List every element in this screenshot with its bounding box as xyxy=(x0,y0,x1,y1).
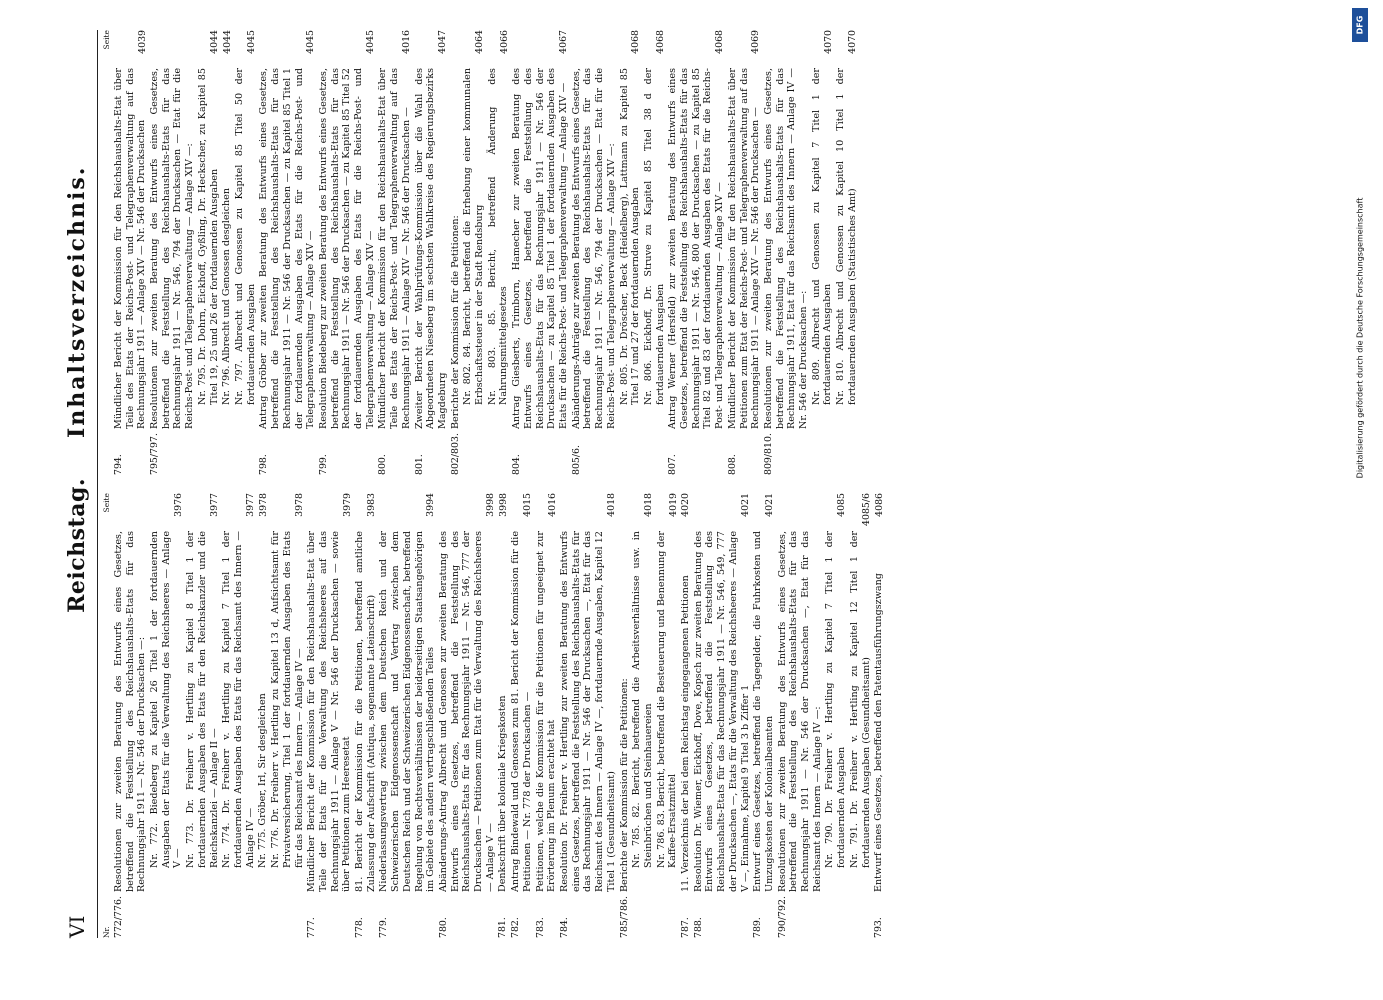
entry-page: 4044 xyxy=(221,30,233,54)
entry-page: 4068 xyxy=(654,30,666,54)
entry-page: 4085 xyxy=(836,493,848,517)
entry-number: 784. xyxy=(558,917,570,938)
toc-entry xyxy=(777,493,824,938)
entry-text: Nr. 775. Gröber, Irl, Sir desgleichen xyxy=(257,693,269,868)
entry-page: 4067 xyxy=(558,30,570,54)
entry-text: Resolution Biedeberg zur zweiten Beratung des Entwurfs eines Gesetzes, betreffend die Feststellung des Reichshaushalts-Etats für das Rechnungsjahr 1911 — Nr. 546 der Drucksachen — zu Kapitel 85 Titel 52 der fortdauernden Ausgaben des Etats für die Reichs-Post- und Telegraphenverwaltung — Anlage XIV — xyxy=(317,68,376,429)
entry-page: 4021 xyxy=(739,493,751,517)
toc-entry xyxy=(693,493,752,938)
entry-text: Antrag Giesberts, Trimborn, Hamecher zur zweiten Beratung des Entwurfs eines Gesetzes, betreffend die Feststellung des Reichshaushalts-Etats für das Rechnungsjahr 1911 — Nr. 546 der Drucksachen — zu Kapitel 85 Titel 1 der fortdauernden Ausgaben des Etats für die Reichs-Post- und Telegraphenverwaltung — Anlage XIV — xyxy=(511,68,569,429)
sub-entry xyxy=(835,30,858,475)
sub-entry xyxy=(487,30,510,475)
toc-entry xyxy=(450,30,462,475)
entry-text: Nr. 806. Eickhoff, Dr. Struve zu Kapitel 85 Titel 38 d der fortdauernden Ausgaben xyxy=(642,68,666,405)
toc-entry xyxy=(559,493,618,938)
entry-number: 778. xyxy=(354,917,366,938)
sub-entry xyxy=(221,30,233,475)
right-column-head xyxy=(102,30,111,475)
entry-text: Antrag Gröber zur zweiten Beratung des Entwurfs eines Gesetzes, betreffend die Feststellung des Reichshaushalts-Etats für das Rechnungsjahr 1911 — Nr. 546 der Drucksachen — zu Kapitel 85 Titel 1 der fortdauernden Ausgaben des Etats für die Reichs-Post- und Telegraphenverwaltung — Anlage XIV — xyxy=(258,68,317,429)
right-column xyxy=(102,30,886,475)
sub-entry xyxy=(149,493,184,938)
entry-number: 801. xyxy=(413,454,425,475)
entry-text: Nr. 791. Dr. Freiherr v. Hertling zu Kapitel 12 Titel 1 der fortdauernden Ausgaben (Gesundheitsamt) xyxy=(848,531,872,868)
sub-entry xyxy=(234,30,257,475)
entry-page: 4039 xyxy=(136,30,148,54)
toc-entry xyxy=(511,30,570,475)
entry-page: 4068 xyxy=(630,30,642,54)
entry-page: 3998 xyxy=(497,493,509,517)
entry-number: 795/797. xyxy=(149,433,161,475)
entry-page: 4064 xyxy=(474,30,486,54)
entry-number: 779. xyxy=(378,917,390,938)
entry-text: Abänderungs-Antrag Albrecht und Genossen zur zweiten Beratung des Entwurfs eines Gesetzes, betreffend die Feststellung des Reichshaushalts-Etats für das Rechnungsjahr 1911 — Nr. 546, 777 der Drucksachen — Petitionen zum Etat für die Verwaltung des Reichsheeres — Anlage V — xyxy=(437,531,496,892)
entry-number: 772/776. xyxy=(112,896,124,938)
sub-entry xyxy=(257,493,269,938)
toc-entry xyxy=(113,493,148,938)
nr-label: Nr. xyxy=(101,926,111,938)
toc-entry xyxy=(727,30,762,475)
entry-text: Resolutionen zur zweiten Beratung des Entwurfs eines Gesetzes, betreffend die Feststellung des Reichshaushalts-Etats für das Rechnungsjahr 1911 — Nr. 546, 794 der Drucksachen — Etat für die Reichs-Post- und Telegraphenverwaltung — Anlage XIV —: xyxy=(149,68,196,429)
entry-page: 4086 xyxy=(873,493,885,517)
dfg-sidebar xyxy=(1352,8,1368,994)
left-column-head xyxy=(102,493,111,938)
entry-text: Nr. 805. Dr. Dröscher, Beck (Heidelberg), Lattmann zu Kapitel 85 Titel 17 und 27 der fortdauernden Ausgaben xyxy=(618,68,642,405)
entry-number: 789. xyxy=(752,917,764,938)
entry-text: Berichte der Kommission für die Petitionen: xyxy=(618,678,630,892)
toc-entry xyxy=(149,30,196,475)
entry-number: 777. xyxy=(306,917,318,938)
entry-text: Mündlicher Bericht der Kommission für den Reichshaushalts-Etat über Teile des Etats der Reichs-Post- und Telegraphenverwaltung auf das Rechnungsjahr 1911 — Anlage XIV — Nr. 546 der Drucksachen — xyxy=(377,68,412,429)
entry-page: 4021 xyxy=(764,493,776,517)
toc-entry xyxy=(619,493,631,938)
toc-entry xyxy=(258,30,317,475)
dfg-credit: Digitalisierung gefördert durch die Deutsche Forschungsgemeinschaft xyxy=(1355,197,1365,479)
toc-entry xyxy=(752,493,775,938)
sub-entry xyxy=(849,493,872,938)
toc-entry xyxy=(571,30,618,475)
entry-text: Abänderungs-Anträge zur zweiten Beratung des Entwurfs eines Gesetzes, betreffend die Feststellung des Reichshaushalts-Etats für das Rechnungsjahr 1911 — Nr. 546, 794 der Drucksachen — Etat für die Reichs-Post- und Telegraphenverwaltung — Anlage XIV —: xyxy=(570,68,617,429)
entry-page: 4045 xyxy=(364,30,376,54)
entry-page: 3978 xyxy=(257,493,269,517)
toc-entry xyxy=(438,493,497,938)
toc-entry xyxy=(667,30,726,475)
sub-entry xyxy=(185,493,220,938)
entry-page: 4045 xyxy=(245,30,257,54)
toc-entry xyxy=(680,493,692,938)
entry-text: Nr. 810. Albrecht und Genossen zu Kapitel 10 Titel 1 der fortdauernden Ausgaben (Statistisches Amt) xyxy=(835,68,858,405)
entry-page: 4068 xyxy=(714,30,726,54)
entry-page: 4070 xyxy=(822,30,834,54)
entry-page: 4016 xyxy=(401,30,413,54)
entry-number: 800. xyxy=(377,454,389,475)
sub-entry xyxy=(656,493,679,938)
toc-entry xyxy=(306,493,353,938)
right-entry-list xyxy=(113,30,859,475)
entry-number: 808. xyxy=(726,454,738,475)
entry-text: Antrag Bindewald und Genossen zum 81. Bericht der Kommission für die Petitionen — Nr. 778 der Drucksachen — xyxy=(510,531,533,892)
entry-page: 4070 xyxy=(847,30,859,54)
entry-page: 3978 xyxy=(293,493,305,517)
entry-number: 805/6. xyxy=(570,445,582,475)
entry-page: 3998 xyxy=(485,493,496,517)
entry-page: 4044 xyxy=(208,30,220,54)
entry-page: 4069 xyxy=(750,30,762,54)
entry-text: Nr. 774. Dr. Freiherr v. Hertling zu Kapitel 7 Titel 1 der fortdauernden Ausgaben des Etats für das Reichsamt des Innern — Anlage IV — xyxy=(221,531,256,868)
entry-page: 4019 xyxy=(667,493,679,517)
entry-text: Berichte der Kommission für die Petitionen: xyxy=(449,215,461,429)
entry-page: 3977 xyxy=(208,493,220,517)
sub-entry xyxy=(824,493,847,938)
sub-entry xyxy=(270,493,305,938)
entry-number: 798. xyxy=(258,454,270,475)
entry-text: Nr. 809. Albrecht und Genossen zu Kapitel 7 Titel 1 der fortdauernden Ausgaben xyxy=(810,68,834,405)
sub-entry xyxy=(619,30,642,475)
entry-page: 4085/6 xyxy=(860,493,872,526)
toc-entry xyxy=(763,30,810,475)
sub-entry xyxy=(197,30,220,475)
entry-text: Nr. 772. Biedeberg zu Kapitel 26 Titel 1 der fortdauernden Ausgaben der Etats für die Verwaltung des Reichsheeres — Anlage V — xyxy=(149,531,184,868)
entry-text: Nr. 797. Albrecht und Genossen zu Kapitel 85 Titel 50 der fortdauernden Ausgaben xyxy=(234,68,257,405)
entry-number: 807. xyxy=(667,454,679,475)
entry-text: Nr. 773. Dr. Freiherr v. Hertling zu Kapitel 8 Titel 1 der fortdauernden Ausgaben des Etats für den Reichskanzler und die Reichskanzlei — Anlage II — xyxy=(185,531,220,868)
entry-page: 4045 xyxy=(305,30,317,54)
toc-entry xyxy=(497,493,509,938)
toc-entry xyxy=(414,30,449,475)
entry-page: 4018 xyxy=(643,493,655,517)
entry-number: 788. xyxy=(692,917,704,938)
page-header xyxy=(64,30,98,938)
entry-text: Nr. 796. Albrecht und Genossen desgleichen xyxy=(221,188,233,405)
entry-text: Antrag Werner (Hersfeld) zur zweiten Beratung des Entwurfs eines Gesetzes, betreffend die Feststellung des Reichshaushalts-Etats für das Rechnungsjahr 1911 — Nr. 546, 800 der Drucksachen — zu Kapitel 85 Titel 82 und 83 der fortdauernden Ausgaben des Etats für die Reichs-Post- und Telegraphenverwaltung — Anlage XIV — xyxy=(667,68,726,429)
entry-number: 787. xyxy=(680,917,692,938)
sub-entry xyxy=(221,493,256,938)
entry-text: Entwurf eines Gesetzes, betreffend den Patentausführungszwang xyxy=(873,573,885,892)
sub-entry xyxy=(811,30,834,475)
entry-page: 3994 xyxy=(425,493,437,517)
entry-text: Resolutionen zur zweiten Beratung des Entwurfs eines Gesetzes, betreffend die Feststellung des Reichshaushalts-Etats für das Rechnungsjahr 1911 — Nr. 546 der Drucksachen —, Etat für das Reichsamt des Innern — Anlage IV —: xyxy=(776,531,823,892)
entry-number: 790/792. xyxy=(776,896,788,938)
entry-number: 783. xyxy=(534,917,546,938)
title-inhaltsverzeichnis: Inhaltsverzeichnis. xyxy=(64,165,90,438)
entry-text: Resolution Dr. Freiherr v. Hertling zur zweiten Beratung des Entwurfs eines Gesetzes, betreffend die Feststellung des Reichshaushalts-Etats für das Rechnungsjahr 1911 — Nr. 546 der Drucksachen —, Etat für das Reichsamt des Innern — Anlage IV —, fortdauernde Ausgaben, Kapitel 12 Titel 1 (Gesundheitsamt) xyxy=(558,531,617,892)
entry-page: 3977 xyxy=(244,493,256,517)
entry-number: 802/803. xyxy=(449,433,461,475)
dfg-logo xyxy=(1352,8,1368,42)
entry-text: Entwurf eines Gesetzes, betreffend die Tagegelder, die Fuhrkosten und Umzugskosten der Kolonialbeamten xyxy=(752,531,775,892)
title-reichstag: Reichstag. xyxy=(64,478,90,613)
left-entry-list xyxy=(113,493,885,938)
dfg-logo-text: DFG xyxy=(1355,15,1365,35)
entry-page: 4047 xyxy=(437,30,449,54)
entry-text: Denkschrift über koloniale Kriegskosten xyxy=(497,695,509,892)
seite-label: Seite xyxy=(101,30,111,50)
entry-text: Nr. 785. 82. Bericht, betreffend die Arbeitsverhältnisse usw. in Steinbrüchen und Steinhauereien xyxy=(631,531,654,868)
entry-text: Nr. 786. 83. Bericht, betreffend die Besteuerung und Benennung der Kaffee-Ersatzmittel xyxy=(655,531,679,868)
left-column xyxy=(102,493,886,938)
entry-number: 780. xyxy=(437,917,449,938)
toc-entry xyxy=(378,493,437,938)
toc-entry xyxy=(510,493,533,938)
entry-text: Petitionen, welche die Kommission für die Petitionen für ungeeignet zur Erörterung im Plenum erachtet hat xyxy=(534,531,558,892)
entry-text: Nr. 776. Dr. Freiherr v. Hertling zu Kapitel 13 d, Aufsichtsamt für Privatversicherung, Titel 1 der fortdauernden Ausgaben des Etats für das Reichsamt des Innern — Anlage IV — xyxy=(270,531,305,868)
entry-text: Zweiter Bericht der Wahlprüfungs-Kommission über die Wahl des Abgeordneten Nieseberg im sechsten Wahlkreise des Regierungsbezirks Magdeburg xyxy=(413,68,448,429)
page-number: VI xyxy=(65,915,89,938)
entry-text: Nr. 802. 84. Bericht, betreffend die Erhebung einer kommunalen Erbschaftssteuer in der Stadt Rendsburg xyxy=(462,68,486,405)
entry-text: Mündlicher Bericht der Kommission für den Reichshaushalts-Etat über Teile des Etats der Reichs-Post- und Telegraphenverwaltung auf das Rechnungsjahr 1911 — Anlage XIV — Nr. 546 der Drucksachen xyxy=(112,68,148,429)
entry-text: 11. Verzeichnis der bei dem Reichstag eingegangenen Petitionen xyxy=(680,575,692,892)
entry-number: 809/810. xyxy=(762,433,774,475)
entry-number: 794. xyxy=(112,454,124,475)
entry-text: Resolutionen zur zweiten Beratung des Entwurfs eines Gesetzes, betreffend die Feststellung des Reichshaushalts-Etats für das Rechnungsjahr 1911, Etat für das Reichsamt des Innern — Anlage IV — Nr. 546 der Drucksachen —: xyxy=(762,68,810,429)
toc-entry xyxy=(318,30,377,475)
entry-number: 793. xyxy=(873,917,885,938)
entry-text: Nr. 803. 85. Bericht, betreffend Änderung des Nahrungsmittelgesetzes xyxy=(486,68,510,405)
columns xyxy=(102,30,886,938)
toc-entry xyxy=(354,493,377,938)
entry-page: 4066 xyxy=(498,30,510,54)
sub-entry xyxy=(631,493,654,938)
entry-text: 81. Bericht der Kommission für die Petitionen, betreffend amtliche Zulassung der Aufschrift (Antiqua, sogenannte Lateinschrift) xyxy=(354,531,377,892)
entry-page: 3983 xyxy=(365,493,377,517)
entry-number: 781. xyxy=(497,917,509,938)
entry-page: 4016 xyxy=(546,493,558,517)
sub-entry xyxy=(643,30,666,475)
entry-text: Resolutionen zur zweiten Beratung des Entwurfs eines Gesetzes, betreffend die Feststellung des Reichshaushalts-Etats für das Rechnungsjahr 1911 — Nr. 546 der Drucksachen —: xyxy=(112,531,148,892)
seite-label: Seite xyxy=(101,493,111,513)
toc-entry xyxy=(113,30,148,475)
toc-entry xyxy=(377,30,412,475)
entry-number: 804. xyxy=(511,454,523,475)
entry-text: Resolution Dr. Wiemer, Eickhoff, Dove, Kopsch zur zweiten Beratung des Entwurfs eines Gesetzes, betreffend die Feststellung des Reichshaushalts-Etats für das Rechnungsjahr 1911 — Nr. 546, 549, 777 der Drucksachen —, Etats für die Verwaltung des Reichsheeres — Anlage V —, Einnahme, Kapitel 9 Titel 3 b Ziffer 1 xyxy=(692,531,751,892)
entry-text: Nr. 790. Dr. Freiherr v. Hertling zu Kapitel 7 Titel 1 der fortdauernden Ausgaben xyxy=(824,531,848,868)
entry-number: 782. xyxy=(510,917,522,938)
toc-entry xyxy=(535,493,558,938)
entry-page: 4015 xyxy=(522,493,534,517)
entry-text: Mündlicher Bericht der Kommission für den Reichshaushalts-Etat über Teile der Etats für die Verwaltung des Reichsheeres auf das Rechnungsjahr 1911 — Anlage V — Nr. 546 der Drucksachen — sowie über Petitionen zum Heeresetat xyxy=(306,531,353,892)
sub-entry xyxy=(462,30,485,475)
entry-text: Mündlicher Bericht der Kommission für den Reichshaushalts-Etat über Petitionen zum Etat der Reichs-Post- und Telegraphenverwaltung auf das Rechnungsjahr 1911 — Anlage XIV — Nr. 546 der Drucksachen — xyxy=(726,68,762,429)
entry-page: 3976 xyxy=(172,493,184,517)
entry-number: 799. xyxy=(317,454,329,475)
entry-text: Niederlassungsvertrag zwischen dem Deutschen Reich und der Schweizerischen Eidgenossenschaft und Vertrag zwischen dem Deutschen Reich und der Schweizerischen Eidgenossenschaft, betreffend Regelung von Rechtsverhältnissen der beiderseitigen Staatsangehörigen im Gebiete des andern vertragschließenden Teiles xyxy=(378,531,437,892)
entry-text: Nr. 795. Dr. Dohrn, Eickhoff, Gyßling, Dr. Heckscher, zu Kapitel 85 Titel 19, 25 und 26 der fortdauernden Ausgaben xyxy=(196,68,220,405)
entry-page: 4018 xyxy=(606,493,618,517)
entry-page: 3979 xyxy=(341,493,353,517)
toc-entry xyxy=(873,493,885,938)
entry-number: 785/786. xyxy=(618,896,630,938)
entry-page: 4020 xyxy=(680,493,692,517)
